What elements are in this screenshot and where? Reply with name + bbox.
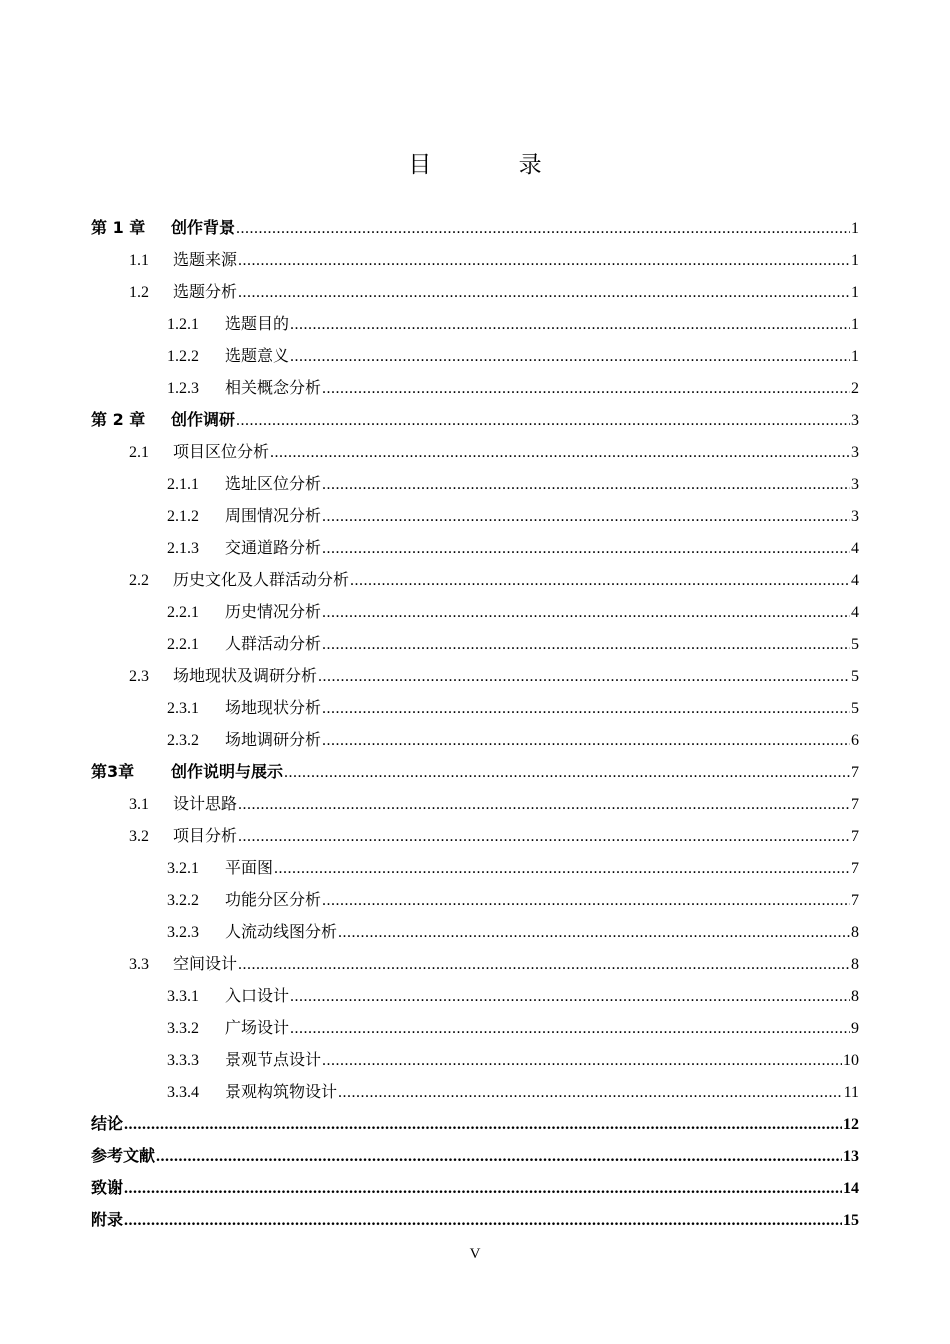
- entry-number: 第3章: [91, 762, 135, 781]
- entry-page: 3: [851, 412, 859, 429]
- dot-leader: [238, 245, 850, 277]
- entry-title: 景观节点设计: [225, 1050, 322, 1069]
- entry-page: 6: [851, 732, 859, 749]
- entry-number: 3.1: [129, 796, 149, 813]
- entry-title: 创作说明与展示: [171, 762, 284, 781]
- entry-title: 入口设计: [225, 986, 290, 1005]
- entry-page: 9: [851, 1020, 859, 1037]
- entry-number: 1.1: [129, 252, 149, 269]
- dot-leader: [236, 405, 850, 437]
- entry-number: 3.3: [129, 956, 149, 973]
- entry-number: 3.3.4: [167, 1084, 199, 1101]
- entry-page: 1: [851, 284, 859, 301]
- entry-title: 场地调研分析: [225, 730, 322, 749]
- entry-page: 8: [851, 924, 859, 941]
- entry-page: 5: [851, 668, 859, 685]
- entry-page: 3: [851, 444, 859, 461]
- entry-title: 设计思路: [173, 794, 238, 813]
- toc-entry-acknowledgements[interactable]: [91, 1172, 859, 1204]
- entry-page: 1: [851, 316, 859, 333]
- entry-number: 2.2.1: [167, 636, 199, 653]
- toc-entry-references[interactable]: [91, 1140, 859, 1172]
- entry-page: 2: [851, 380, 859, 397]
- entry-title: 选题来源: [173, 250, 238, 269]
- entry-number: 第 2 章: [91, 410, 146, 429]
- entry-title: 空间设计: [173, 954, 238, 973]
- dot-leader: [238, 277, 850, 309]
- entry-title: 结论: [91, 1114, 124, 1133]
- dot-leader: [322, 629, 850, 661]
- entry-number: 1.2.2: [167, 348, 199, 365]
- entry-title: 场地现状及调研分析: [173, 666, 318, 685]
- dot-leader: [290, 341, 850, 373]
- entry-number: 2.1: [129, 444, 149, 461]
- entry-page: 7: [851, 828, 859, 845]
- dot-leader: [124, 1109, 842, 1141]
- toc-entry-chapter-3[interactable]: [91, 756, 859, 788]
- dot-leader: [322, 533, 850, 565]
- entry-number: 2.1.3: [167, 540, 199, 557]
- entry-title: 历史情况分析: [225, 602, 322, 621]
- entry-page: 7: [851, 892, 859, 909]
- entry-title: 致谢: [91, 1178, 124, 1197]
- entry-page: 3: [851, 476, 859, 493]
- toc-entry-1-2-2[interactable]: [91, 340, 859, 372]
- entry-page: 10: [843, 1052, 859, 1069]
- entry-title: 人群活动分析: [225, 634, 322, 653]
- entry-title: 选题目的: [225, 314, 290, 333]
- toc-entry-3-3-3[interactable]: [91, 1044, 859, 1076]
- entry-page: 7: [851, 764, 859, 781]
- dot-leader: [290, 309, 850, 341]
- dot-leader: [274, 853, 850, 885]
- dot-leader: [322, 725, 850, 757]
- entry-title: 人流动线图分析: [225, 922, 338, 941]
- toc-entry-1-1[interactable]: [91, 244, 859, 276]
- entry-number: 3.3.1: [167, 988, 199, 1005]
- dot-leader: [238, 949, 850, 981]
- entry-title: 附录: [91, 1210, 124, 1229]
- entry-page: 7: [851, 860, 859, 877]
- dot-leader: [318, 661, 850, 693]
- entry-number: 2.2: [129, 572, 149, 589]
- toc-entry-3-2-1[interactable]: [91, 852, 859, 884]
- entry-page: 4: [851, 572, 859, 589]
- toc-entry-3-2-3[interactable]: [91, 916, 859, 948]
- entry-number: 2.3.1: [167, 700, 199, 717]
- dot-leader: [322, 693, 850, 725]
- toc-entry-conclusion[interactable]: [91, 1108, 859, 1140]
- dot-leader: [124, 1173, 842, 1205]
- entry-page: 15: [843, 1212, 859, 1229]
- entry-page: 3: [851, 508, 859, 525]
- toc-title: 目 录: [408, 152, 582, 178]
- toc-entry-1-2-1[interactable]: [91, 308, 859, 340]
- table-of-contents: [91, 212, 859, 1236]
- entry-page: 12: [843, 1116, 859, 1133]
- toc-entry-2-2-1[interactable]: [91, 596, 859, 628]
- entry-number: 3.3.3: [167, 1052, 199, 1069]
- entry-title: 项目区位分析: [173, 442, 270, 461]
- toc-entry-chapter-2[interactable]: [91, 404, 859, 436]
- entry-number: 2.1.2: [167, 508, 199, 525]
- entry-page: 1: [851, 252, 859, 269]
- entry-page: 4: [851, 604, 859, 621]
- dot-leader: [124, 1205, 842, 1237]
- entry-title: 功能分区分析: [225, 890, 322, 909]
- entry-page: 8: [851, 988, 859, 1005]
- toc-entry-3-2[interactable]: [91, 820, 859, 852]
- entry-title: 选题意义: [225, 346, 290, 365]
- entry-number: 3.2: [129, 828, 149, 845]
- entry-title: 交通道路分析: [225, 538, 322, 557]
- entry-title: 创作背景: [171, 218, 236, 237]
- toc-entry-3-1[interactable]: [91, 788, 859, 820]
- toc-entry-2-1-3[interactable]: [91, 532, 859, 564]
- entry-page: 14: [843, 1180, 859, 1197]
- toc-entry-3-2-2[interactable]: [91, 884, 859, 916]
- entry-title: 项目分析: [173, 826, 238, 845]
- entry-number: 2.2.1: [167, 604, 199, 621]
- entry-title: 选址区位分析: [225, 474, 322, 493]
- dot-leader: [350, 565, 850, 597]
- toc-entry-2-3-1[interactable]: [91, 692, 859, 724]
- entry-page: 7: [851, 796, 859, 813]
- entry-title: 选题分析: [173, 282, 238, 301]
- dot-leader: [322, 469, 850, 501]
- entry-number: 2.1.1: [167, 476, 199, 493]
- entry-page: 11: [843, 1084, 859, 1101]
- toc-entry-2-3[interactable]: [91, 660, 859, 692]
- toc-entry-1-2-3[interactable]: [91, 372, 859, 404]
- entry-title: 周围情况分析: [225, 506, 322, 525]
- entry-number: 3.2.2: [167, 892, 199, 909]
- dot-leader: [322, 1045, 842, 1077]
- entry-title: 相关概念分析: [225, 378, 322, 397]
- dot-leader: [322, 885, 850, 917]
- entry-title: 广场设计: [225, 1018, 290, 1037]
- entry-number: 2.3.2: [167, 732, 199, 749]
- toc-entry-1-2[interactable]: [91, 276, 859, 308]
- entry-title: 场地现状分析: [225, 698, 322, 717]
- dot-leader: [322, 501, 850, 533]
- entry-title: 创作调研: [171, 410, 236, 429]
- toc-entry-appendix[interactable]: [91, 1204, 859, 1236]
- toc-entry-3-3[interactable]: [91, 948, 859, 980]
- dot-leader: [270, 437, 850, 469]
- dot-leader: [338, 917, 850, 949]
- entry-number: 2.3: [129, 668, 149, 685]
- toc-entry-chapter-1[interactable]: [91, 212, 859, 244]
- entry-page: 4: [851, 540, 859, 557]
- dot-leader: [238, 821, 850, 853]
- dot-leader: [322, 597, 850, 629]
- entry-title: 历史文化及人群活动分析: [173, 570, 350, 589]
- dot-leader: [338, 1077, 843, 1109]
- entry-title: 参考文献: [91, 1146, 156, 1165]
- entry-number: 3.2.1: [167, 860, 199, 877]
- entry-number: 第 1 章: [91, 218, 146, 237]
- entry-number: 3.3.2: [167, 1020, 199, 1037]
- entry-page: 5: [851, 636, 859, 653]
- entry-page: 1: [851, 220, 859, 237]
- entry-page: 5: [851, 700, 859, 717]
- entry-number: 1.2.3: [167, 380, 199, 397]
- toc-entry-2-1-1[interactable]: [91, 468, 859, 500]
- dot-leader: [322, 373, 850, 405]
- page-number-footer: V: [469, 1246, 481, 1262]
- entry-title: 景观构筑物设计: [225, 1082, 338, 1101]
- dot-leader: [284, 757, 850, 789]
- dot-leader: [290, 981, 850, 1013]
- toc-entry-2-1-2[interactable]: [91, 500, 859, 532]
- toc-entry-3-3-4[interactable]: [91, 1076, 859, 1108]
- dot-leader: [290, 1013, 850, 1045]
- entry-number: 1.2: [129, 284, 149, 301]
- toc-entry-2-3-2[interactable]: [91, 724, 859, 756]
- toc-entry-2-2-1b[interactable]: [91, 628, 859, 660]
- dot-leader: [238, 789, 850, 821]
- entry-page: 13: [843, 1148, 859, 1165]
- entry-number: 3.2.3: [167, 924, 199, 941]
- dot-leader: [156, 1141, 842, 1173]
- toc-entry-3-3-1[interactable]: [91, 980, 859, 1012]
- dot-leader: [236, 213, 850, 245]
- toc-entry-2-2[interactable]: [91, 564, 859, 596]
- entry-page: 8: [851, 956, 859, 973]
- entry-title: 平面图: [225, 858, 274, 877]
- toc-entry-2-1[interactable]: [91, 436, 859, 468]
- entry-number: 1.2.1: [167, 316, 199, 333]
- entry-page: 1: [851, 348, 859, 365]
- toc-entry-3-3-2[interactable]: [91, 1012, 859, 1044]
